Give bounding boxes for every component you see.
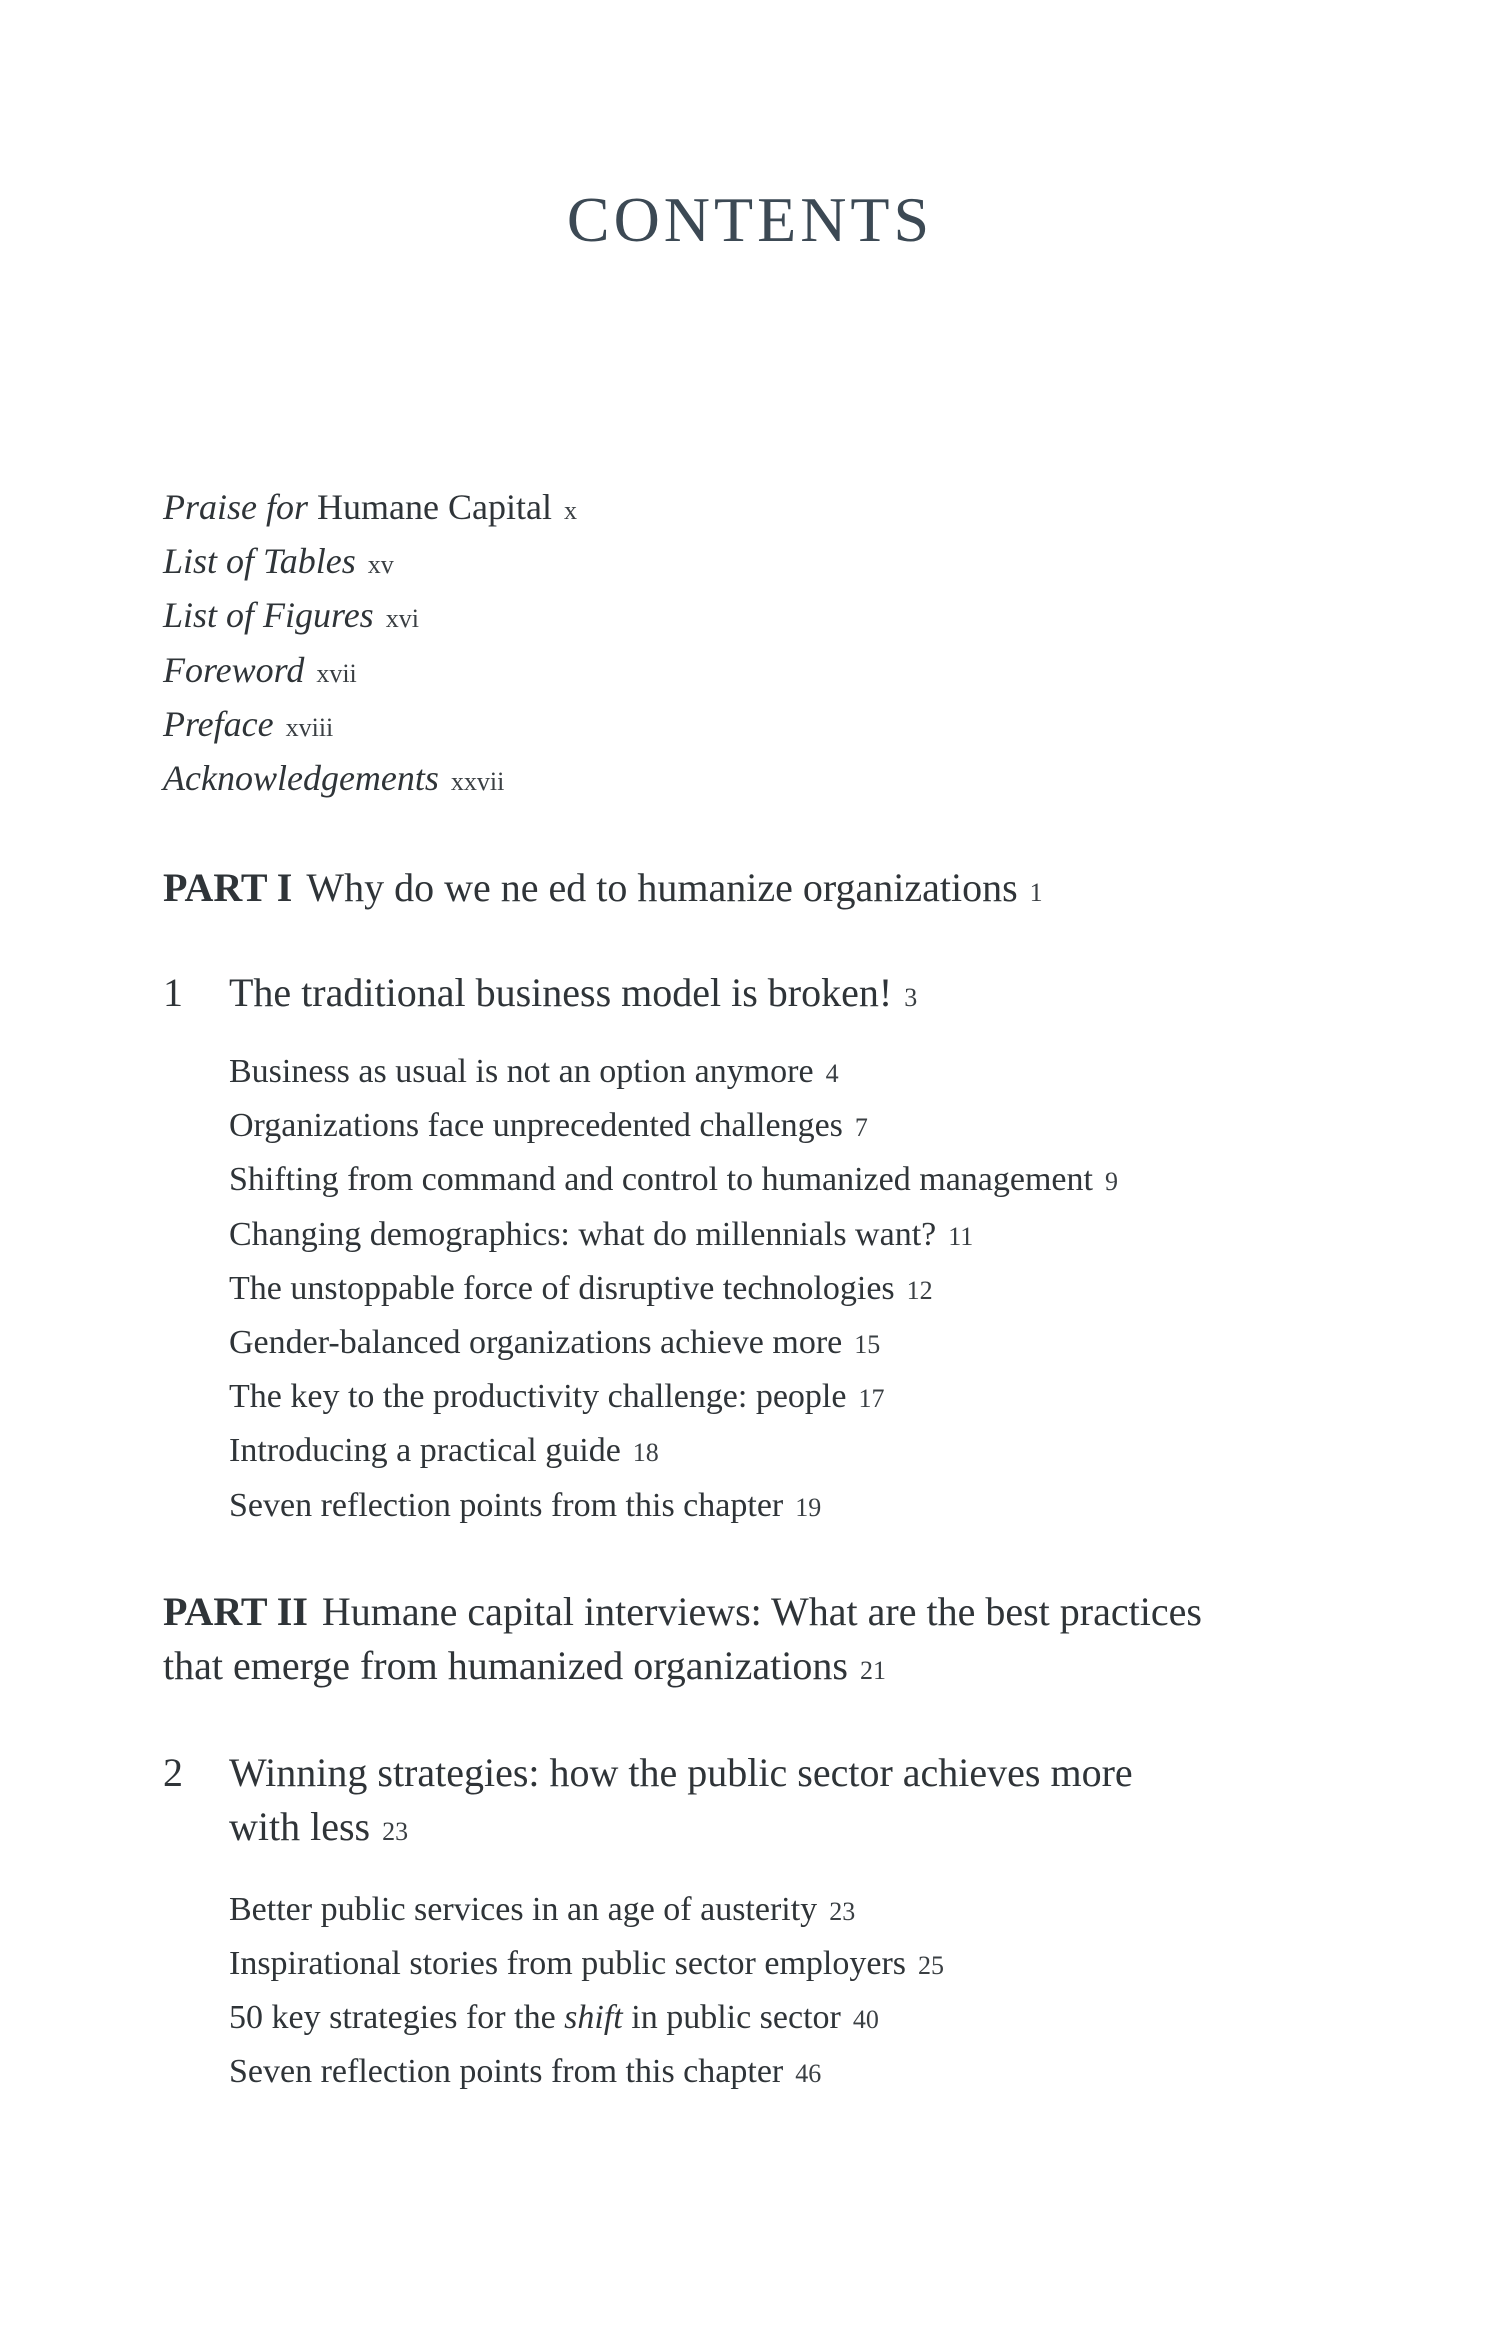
section-title: Business as usual is not an option anymore xyxy=(229,1053,814,1090)
toc-page-number: 23 xyxy=(382,1817,409,1846)
toc-chapter-2-continued[interactable] xyxy=(229,1800,408,1859)
toc-entry-label-italic: List of Figures xyxy=(163,595,374,635)
chapter-title-line-1: Winning strategies: how the public sector achieves more xyxy=(229,1750,1133,1795)
part-label: PART II xyxy=(163,1589,308,1634)
toc-entry-label-italic: List of Tables xyxy=(163,541,356,581)
section-title: Changing demographics: what do millennials want? xyxy=(229,1216,937,1253)
toc-page-number: 23 xyxy=(829,1897,856,1926)
section-title: Seven reflection points from this chapter xyxy=(229,1487,784,1524)
toc-page-number: 1 xyxy=(1029,878,1043,907)
toc-section[interactable] xyxy=(229,1489,821,1523)
toc-page-number: 25 xyxy=(918,1951,944,1980)
section-title-italic: shift xyxy=(564,1999,623,2036)
toc-entry-label: Humane Capital xyxy=(308,487,552,527)
section-title: The unstoppable force of disruptive technologies xyxy=(229,1270,895,1307)
toc-chapter-1[interactable] xyxy=(229,966,917,1025)
toc-entry-label-italic: Preface xyxy=(163,704,274,744)
toc-section[interactable] xyxy=(229,2001,879,2035)
section-title: Inspirational stories from public sector employers xyxy=(229,1945,906,1982)
toc-page-number: 4 xyxy=(825,1059,839,1088)
toc-page-number: xvii xyxy=(316,659,357,688)
toc-part-2[interactable] xyxy=(163,1585,1202,1639)
toc-section[interactable] xyxy=(229,1272,933,1306)
toc-entry-list-of-tables[interactable] xyxy=(163,543,394,579)
toc-page-number: 11 xyxy=(948,1222,974,1251)
section-title: Organizations face unprecedented challenges xyxy=(229,1107,843,1144)
toc-section[interactable] xyxy=(229,1055,839,1089)
toc-page-number: 21 xyxy=(859,1656,886,1685)
toc-page-number: xv xyxy=(367,550,394,579)
toc-part-1[interactable] xyxy=(163,861,1043,920)
toc-page-number: x xyxy=(563,496,577,525)
chapter-number: 2 xyxy=(163,1750,183,1795)
toc-page-number: 12 xyxy=(906,1276,933,1305)
section-title: The key to the productivity challenge: people xyxy=(229,1378,847,1415)
part-title: Why do we ne ed to humanize organizations xyxy=(306,865,1018,910)
toc-page-number: xxvii xyxy=(450,767,505,796)
section-title: Introducing a practical guide xyxy=(229,1432,621,1469)
chapter-title: The traditional business model is broken! xyxy=(229,970,893,1015)
toc-page-number: 17 xyxy=(858,1384,885,1413)
toc-page-number: 3 xyxy=(904,983,918,1012)
part-title-line-2: that emerge from humanized organizations xyxy=(163,1643,848,1688)
toc-page-number: 15 xyxy=(854,1330,881,1359)
toc-page-number: 46 xyxy=(795,2059,822,2088)
toc-section[interactable] xyxy=(229,1163,1118,1197)
toc-entry-foreword[interactable] xyxy=(163,652,357,688)
toc-page-number: 40 xyxy=(852,2005,879,2034)
section-title-end: in public sector xyxy=(622,1999,841,2036)
toc-page-number: 9 xyxy=(1104,1167,1118,1196)
section-title: Seven reflection points from this chapter xyxy=(229,2053,784,2090)
toc-page-number: xvi xyxy=(385,604,419,633)
toc-entry-label-italic: Acknowledgements xyxy=(163,758,439,798)
toc-entry-label-italic: Praise for xyxy=(163,487,309,527)
toc-entry-preface[interactable] xyxy=(163,706,333,742)
toc-page-number: xviii xyxy=(285,713,334,742)
page-title: CONTENTS xyxy=(566,184,934,255)
toc-section[interactable] xyxy=(229,1947,944,1981)
part-label: PART I xyxy=(163,865,293,910)
toc-entry-label-italic: Foreword xyxy=(163,650,305,690)
toc-entry-acknowledgements[interactable] xyxy=(163,760,504,796)
part-title-line-1: Humane capital interviews: What are the best practices xyxy=(321,1589,1202,1634)
chapter-title-line-2: with less xyxy=(229,1804,371,1849)
toc-page-number: 19 xyxy=(795,1493,822,1522)
section-title: Better public services in an age of austerity xyxy=(229,1891,818,1928)
chapter-number: 1 xyxy=(163,970,183,1015)
toc-entry-list-of-figures[interactable] xyxy=(163,597,419,633)
toc-section[interactable] xyxy=(229,1893,855,1927)
section-title: Shifting from command and control to humanized management xyxy=(229,1161,1093,1198)
toc-section[interactable] xyxy=(229,1218,973,1252)
toc-part-2-continued[interactable] xyxy=(163,1639,886,1698)
toc-page-number: 7 xyxy=(854,1113,868,1142)
section-title: Gender-balanced organizations achieve more xyxy=(229,1324,843,1361)
toc-page-number: 18 xyxy=(632,1438,659,1467)
toc-section[interactable] xyxy=(229,2055,821,2089)
section-title-start: 50 key strategies for the xyxy=(229,1999,565,2036)
toc-section[interactable] xyxy=(229,1109,868,1143)
toc-chapter-2[interactable] xyxy=(229,1746,1133,1800)
toc-section[interactable] xyxy=(229,1380,884,1414)
toc-entry-praise[interactable] xyxy=(163,489,577,525)
toc-section[interactable] xyxy=(229,1434,659,1468)
toc-section[interactable] xyxy=(229,1326,880,1360)
